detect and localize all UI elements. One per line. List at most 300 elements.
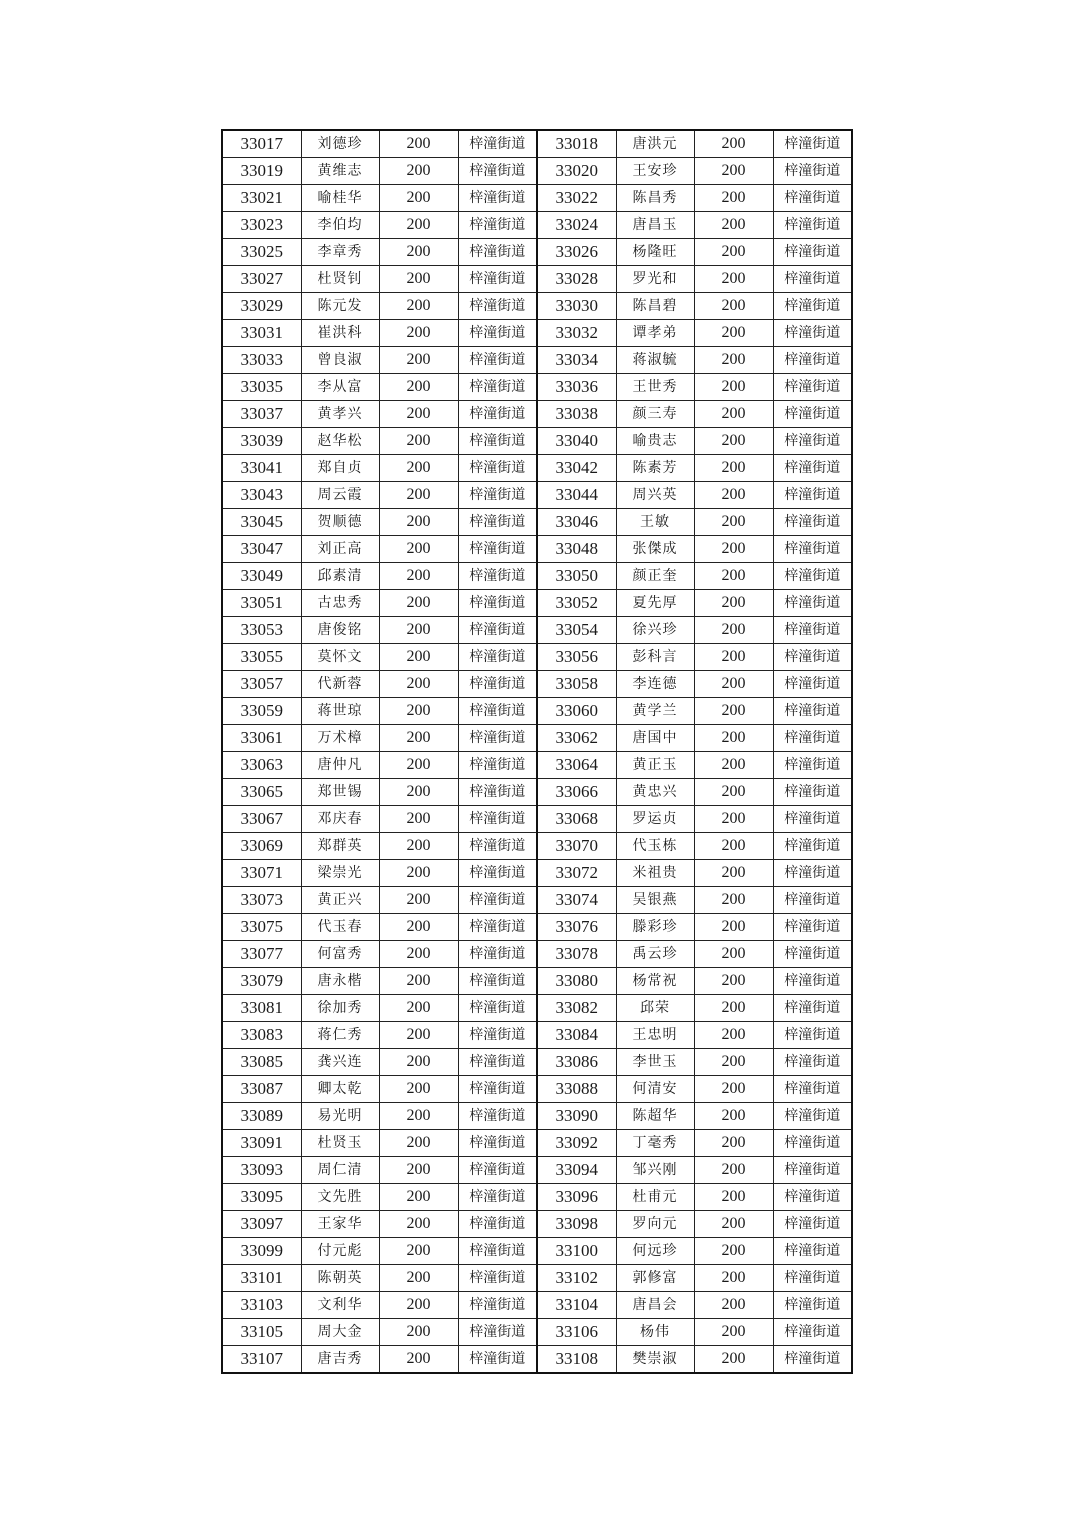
amount-cell: 200: [694, 212, 773, 239]
amount-cell: 200: [694, 779, 773, 806]
record-id-cell: 33094: [537, 1157, 616, 1184]
record-id-cell: 33091: [222, 1130, 301, 1157]
table-row: [222, 644, 852, 671]
person-name-cell: 夏先厚: [616, 590, 694, 617]
person-name-cell: 黄孝兴: [301, 401, 379, 428]
street-office-cell: 梓潼街道: [458, 887, 537, 914]
person-name-cell: 王忠明: [616, 1022, 694, 1049]
person-name-cell: 罗光和: [616, 266, 694, 293]
record-id-cell: 33104: [537, 1292, 616, 1319]
person-name-cell: 杨伟: [616, 1319, 694, 1346]
amount-cell: 200: [379, 239, 458, 266]
street-office-cell: 梓潼街道: [773, 1265, 852, 1292]
street-office-cell: 梓潼街道: [773, 725, 852, 752]
person-name-cell: 唐仲凡: [301, 752, 379, 779]
street-office-cell: 梓潼街道: [458, 536, 537, 563]
table-row: [222, 590, 852, 617]
person-name-cell: 唐昌玉: [616, 212, 694, 239]
street-office-cell: 梓潼街道: [773, 752, 852, 779]
person-name-cell: 樊崇淑: [616, 1346, 694, 1374]
record-id-cell: 33075: [222, 914, 301, 941]
table-row: [222, 509, 852, 536]
table-row: [222, 428, 852, 455]
street-office-cell: 梓潼街道: [773, 482, 852, 509]
amount-cell: 200: [694, 401, 773, 428]
street-office-cell: 梓潼街道: [458, 833, 537, 860]
record-id-cell: 33036: [537, 374, 616, 401]
table-row: [222, 698, 852, 725]
table-row: [222, 1265, 852, 1292]
record-id-cell: 33071: [222, 860, 301, 887]
street-office-cell: 梓潼街道: [458, 914, 537, 941]
person-name-cell: 何清安: [616, 1076, 694, 1103]
amount-cell: 200: [379, 482, 458, 509]
person-name-cell: 蒋淑毓: [616, 347, 694, 374]
street-office-cell: 梓潼街道: [458, 1238, 537, 1265]
street-office-cell: 梓潼街道: [773, 293, 852, 320]
record-id-cell: 33089: [222, 1103, 301, 1130]
amount-cell: 200: [379, 428, 458, 455]
amount-cell: 200: [379, 563, 458, 590]
amount-cell: 200: [379, 1211, 458, 1238]
person-name-cell: 黄正玉: [616, 752, 694, 779]
record-id-cell: 33049: [222, 563, 301, 590]
amount-cell: 200: [694, 1211, 773, 1238]
amount-cell: 200: [379, 1319, 458, 1346]
record-id-cell: 33064: [537, 752, 616, 779]
table-row: [222, 968, 852, 995]
street-office-cell: 梓潼街道: [458, 1022, 537, 1049]
table-row: [222, 1292, 852, 1319]
person-name-cell: 陈素芳: [616, 455, 694, 482]
record-id-cell: 33059: [222, 698, 301, 725]
person-name-cell: 罗运贞: [616, 806, 694, 833]
street-office-cell: 梓潼街道: [773, 806, 852, 833]
street-office-cell: 梓潼街道: [458, 995, 537, 1022]
amount-cell: 200: [694, 1346, 773, 1374]
street-office-cell: 梓潼街道: [773, 320, 852, 347]
street-office-cell: 梓潼街道: [773, 1130, 852, 1157]
person-name-cell: 邱荣: [616, 995, 694, 1022]
subsidy-list-table: [221, 129, 853, 1374]
amount-cell: 200: [694, 887, 773, 914]
table-row: [222, 347, 852, 374]
amount-cell: 200: [694, 239, 773, 266]
person-name-cell: 易光明: [301, 1103, 379, 1130]
record-id-cell: 33039: [222, 428, 301, 455]
amount-cell: 200: [694, 617, 773, 644]
street-office-cell: 梓潼街道: [458, 1346, 537, 1374]
street-office-cell: 梓潼街道: [458, 1076, 537, 1103]
street-office-cell: 梓潼街道: [773, 455, 852, 482]
street-office-cell: 梓潼街道: [458, 860, 537, 887]
street-office-cell: 梓潼街道: [458, 1103, 537, 1130]
person-name-cell: 罗向元: [616, 1211, 694, 1238]
street-office-cell: 梓潼街道: [773, 1103, 852, 1130]
person-name-cell: 代玉栋: [616, 833, 694, 860]
amount-cell: 200: [379, 698, 458, 725]
record-id-cell: 33065: [222, 779, 301, 806]
person-name-cell: 付元彪: [301, 1238, 379, 1265]
amount-cell: 200: [694, 995, 773, 1022]
table-row: [222, 779, 852, 806]
record-id-cell: 33057: [222, 671, 301, 698]
person-name-cell: 米祖贵: [616, 860, 694, 887]
record-id-cell: 33062: [537, 725, 616, 752]
street-office-cell: 梓潼街道: [458, 212, 537, 239]
street-office-cell: 梓潼街道: [458, 428, 537, 455]
street-office-cell: 梓潼街道: [458, 482, 537, 509]
person-name-cell: 代玉春: [301, 914, 379, 941]
table-row: [222, 185, 852, 212]
amount-cell: 200: [379, 968, 458, 995]
street-office-cell: 梓潼街道: [458, 509, 537, 536]
record-id-cell: 33079: [222, 968, 301, 995]
street-office-cell: 梓潼街道: [773, 1157, 852, 1184]
record-id-cell: 33101: [222, 1265, 301, 1292]
table-row: [222, 833, 852, 860]
street-office-cell: 梓潼街道: [773, 1184, 852, 1211]
street-office-cell: 梓潼街道: [773, 266, 852, 293]
record-id-cell: 33082: [537, 995, 616, 1022]
person-name-cell: 周仁清: [301, 1157, 379, 1184]
amount-cell: 200: [379, 1238, 458, 1265]
table-row: [222, 1238, 852, 1265]
record-id-cell: 33102: [537, 1265, 616, 1292]
person-name-cell: 谭孝弟: [616, 320, 694, 347]
amount-cell: 200: [694, 320, 773, 347]
amount-cell: 200: [694, 1022, 773, 1049]
street-office-cell: 梓潼街道: [773, 1292, 852, 1319]
record-id-cell: 33061: [222, 725, 301, 752]
amount-cell: 200: [694, 266, 773, 293]
record-id-cell: 33086: [537, 1049, 616, 1076]
street-office-cell: 梓潼街道: [458, 590, 537, 617]
amount-cell: 200: [379, 185, 458, 212]
table-row: [222, 941, 852, 968]
amount-cell: 200: [694, 590, 773, 617]
record-id-cell: 33067: [222, 806, 301, 833]
street-office-cell: 梓潼街道: [773, 509, 852, 536]
record-id-cell: 33085: [222, 1049, 301, 1076]
record-id-cell: 33046: [537, 509, 616, 536]
person-name-cell: 卿太乾: [301, 1076, 379, 1103]
amount-cell: 200: [694, 293, 773, 320]
record-id-cell: 33093: [222, 1157, 301, 1184]
amount-cell: 200: [694, 536, 773, 563]
street-office-cell: 梓潼街道: [773, 941, 852, 968]
person-name-cell: 李从富: [301, 374, 379, 401]
record-id-cell: 33068: [537, 806, 616, 833]
person-name-cell: 文利华: [301, 1292, 379, 1319]
street-office-cell: 梓潼街道: [458, 347, 537, 374]
table-row: [222, 1076, 852, 1103]
street-office-cell: 梓潼街道: [773, 563, 852, 590]
amount-cell: 200: [694, 941, 773, 968]
person-name-cell: 周云霞: [301, 482, 379, 509]
amount-cell: 200: [379, 347, 458, 374]
record-id-cell: 33042: [537, 455, 616, 482]
street-office-cell: 梓潼街道: [773, 158, 852, 185]
amount-cell: 200: [694, 1292, 773, 1319]
person-name-cell: 王世秀: [616, 374, 694, 401]
amount-cell: 200: [379, 266, 458, 293]
person-name-cell: 徐兴珍: [616, 617, 694, 644]
amount-cell: 200: [694, 1184, 773, 1211]
person-name-cell: 李连德: [616, 671, 694, 698]
record-id-cell: 33087: [222, 1076, 301, 1103]
person-name-cell: 唐昌会: [616, 1292, 694, 1319]
street-office-cell: 梓潼街道: [773, 968, 852, 995]
record-id-cell: 33048: [537, 536, 616, 563]
amount-cell: 200: [694, 1157, 773, 1184]
street-office-cell: 梓潼街道: [458, 1292, 537, 1319]
amount-cell: 200: [694, 1130, 773, 1157]
amount-cell: 200: [379, 1130, 458, 1157]
record-id-cell: 33096: [537, 1184, 616, 1211]
street-office-cell: 梓潼街道: [458, 644, 537, 671]
person-name-cell: 莫怀文: [301, 644, 379, 671]
street-office-cell: 梓潼街道: [458, 725, 537, 752]
record-id-cell: 33047: [222, 536, 301, 563]
record-id-cell: 33080: [537, 968, 616, 995]
record-id-cell: 33053: [222, 617, 301, 644]
record-id-cell: 33098: [537, 1211, 616, 1238]
record-id-cell: 33055: [222, 644, 301, 671]
amount-cell: 200: [694, 347, 773, 374]
amount-cell: 200: [694, 698, 773, 725]
street-office-cell: 梓潼街道: [773, 374, 852, 401]
person-name-cell: 徐加秀: [301, 995, 379, 1022]
person-name-cell: 陈昌碧: [616, 293, 694, 320]
person-name-cell: 王家华: [301, 1211, 379, 1238]
street-office-cell: 梓潼街道: [458, 1130, 537, 1157]
person-name-cell: 颜正奎: [616, 563, 694, 590]
record-id-cell: 33027: [222, 266, 301, 293]
amount-cell: 200: [694, 1238, 773, 1265]
amount-cell: 200: [694, 968, 773, 995]
person-name-cell: 刘德珍: [301, 130, 379, 158]
street-office-cell: 梓潼街道: [458, 779, 537, 806]
street-office-cell: 梓潼街道: [458, 617, 537, 644]
street-office-cell: 梓潼街道: [458, 266, 537, 293]
street-office-cell: 梓潼街道: [773, 130, 852, 158]
table-row: [222, 1049, 852, 1076]
street-office-cell: 梓潼街道: [458, 1319, 537, 1346]
amount-cell: 200: [694, 1076, 773, 1103]
amount-cell: 200: [379, 1076, 458, 1103]
person-name-cell: 郭修富: [616, 1265, 694, 1292]
record-id-cell: 33070: [537, 833, 616, 860]
street-office-cell: 梓潼街道: [773, 212, 852, 239]
record-id-cell: 33021: [222, 185, 301, 212]
street-office-cell: 梓潼街道: [458, 239, 537, 266]
record-id-cell: 33076: [537, 914, 616, 941]
person-name-cell: 周大金: [301, 1319, 379, 1346]
person-name-cell: 杨隆旺: [616, 239, 694, 266]
table-body: [222, 130, 852, 1373]
street-office-cell: 梓潼街道: [773, 1049, 852, 1076]
street-office-cell: 梓潼街道: [773, 698, 852, 725]
person-name-cell: 何富秀: [301, 941, 379, 968]
record-id-cell: 33103: [222, 1292, 301, 1319]
table-row: [222, 860, 852, 887]
street-office-cell: 梓潼街道: [458, 1265, 537, 1292]
record-id-cell: 33044: [537, 482, 616, 509]
street-office-cell: 梓潼街道: [458, 401, 537, 428]
amount-cell: 200: [694, 671, 773, 698]
table-row: [222, 1184, 852, 1211]
person-name-cell: 王安珍: [616, 158, 694, 185]
record-id-cell: 33083: [222, 1022, 301, 1049]
table-row: [222, 1346, 852, 1374]
record-id-cell: 33099: [222, 1238, 301, 1265]
record-id-cell: 33084: [537, 1022, 616, 1049]
amount-cell: 200: [694, 455, 773, 482]
person-name-cell: 龚兴连: [301, 1049, 379, 1076]
street-office-cell: 梓潼街道: [773, 401, 852, 428]
street-office-cell: 梓潼街道: [773, 671, 852, 698]
person-name-cell: 唐吉秀: [301, 1346, 379, 1374]
record-id-cell: 33066: [537, 779, 616, 806]
table-row: [222, 752, 852, 779]
record-id-cell: 33035: [222, 374, 301, 401]
person-name-cell: 唐洪元: [616, 130, 694, 158]
street-office-cell: 梓潼街道: [458, 671, 537, 698]
amount-cell: 200: [379, 1346, 458, 1374]
amount-cell: 200: [379, 644, 458, 671]
person-name-cell: 杜甫元: [616, 1184, 694, 1211]
amount-cell: 200: [694, 644, 773, 671]
street-office-cell: 梓潼街道: [458, 752, 537, 779]
amount-cell: 200: [694, 833, 773, 860]
table-row: [222, 1211, 852, 1238]
person-name-cell: 唐永楷: [301, 968, 379, 995]
amount-cell: 200: [379, 401, 458, 428]
record-id-cell: 33078: [537, 941, 616, 968]
person-name-cell: 王敏: [616, 509, 694, 536]
person-name-cell: 黄维志: [301, 158, 379, 185]
record-id-cell: 33106: [537, 1319, 616, 1346]
person-name-cell: 彭科言: [616, 644, 694, 671]
table-row: [222, 1130, 852, 1157]
record-id-cell: 33108: [537, 1346, 616, 1374]
person-name-cell: 陈朝英: [301, 1265, 379, 1292]
table-row: [222, 455, 852, 482]
amount-cell: 200: [379, 1049, 458, 1076]
table-row: [222, 617, 852, 644]
table-row: [222, 239, 852, 266]
person-name-cell: 吴银燕: [616, 887, 694, 914]
person-name-cell: 丁毫秀: [616, 1130, 694, 1157]
person-name-cell: 李伯均: [301, 212, 379, 239]
amount-cell: 200: [694, 1319, 773, 1346]
record-id-cell: 33041: [222, 455, 301, 482]
record-id-cell: 33107: [222, 1346, 301, 1374]
amount-cell: 200: [694, 1265, 773, 1292]
person-name-cell: 滕彩珍: [616, 914, 694, 941]
amount-cell: 200: [694, 806, 773, 833]
amount-cell: 200: [379, 320, 458, 347]
amount-cell: 200: [694, 482, 773, 509]
table-row: [222, 887, 852, 914]
record-id-cell: 33095: [222, 1184, 301, 1211]
amount-cell: 200: [379, 1022, 458, 1049]
street-office-cell: 梓潼街道: [458, 374, 537, 401]
record-id-cell: 33051: [222, 590, 301, 617]
street-office-cell: 梓潼街道: [773, 644, 852, 671]
record-id-cell: 33100: [537, 1238, 616, 1265]
table-row: [222, 212, 852, 239]
amount-cell: 200: [379, 941, 458, 968]
street-office-cell: 梓潼街道: [458, 1211, 537, 1238]
street-office-cell: 梓潼街道: [773, 1238, 852, 1265]
record-id-cell: 33074: [537, 887, 616, 914]
amount-cell: 200: [379, 130, 458, 158]
person-name-cell: 唐国中: [616, 725, 694, 752]
person-name-cell: 赵华松: [301, 428, 379, 455]
table-row: [222, 401, 852, 428]
person-name-cell: 杜贤玉: [301, 1130, 379, 1157]
record-id-cell: 33081: [222, 995, 301, 1022]
record-id-cell: 33032: [537, 320, 616, 347]
street-office-cell: 梓潼街道: [773, 185, 852, 212]
record-id-cell: 33045: [222, 509, 301, 536]
record-id-cell: 33069: [222, 833, 301, 860]
street-office-cell: 梓潼街道: [458, 941, 537, 968]
person-name-cell: 杨常祝: [616, 968, 694, 995]
record-id-cell: 33060: [537, 698, 616, 725]
amount-cell: 200: [379, 536, 458, 563]
person-name-cell: 何远珍: [616, 1238, 694, 1265]
person-name-cell: 黄忠兴: [616, 779, 694, 806]
street-office-cell: 梓潼街道: [773, 779, 852, 806]
amount-cell: 200: [694, 158, 773, 185]
street-office-cell: 梓潼街道: [458, 1049, 537, 1076]
person-name-cell: 黄学兰: [616, 698, 694, 725]
record-id-cell: 33073: [222, 887, 301, 914]
record-id-cell: 33034: [537, 347, 616, 374]
record-id-cell: 33030: [537, 293, 616, 320]
person-name-cell: 刘正高: [301, 536, 379, 563]
person-name-cell: 万术樟: [301, 725, 379, 752]
street-office-cell: 梓潼街道: [773, 536, 852, 563]
amount-cell: 200: [694, 1103, 773, 1130]
street-office-cell: 梓潼街道: [773, 1211, 852, 1238]
amount-cell: 200: [379, 293, 458, 320]
table-row: [222, 266, 852, 293]
street-office-cell: 梓潼街道: [773, 239, 852, 266]
street-office-cell: 梓潼街道: [773, 590, 852, 617]
person-name-cell: 郑群英: [301, 833, 379, 860]
person-name-cell: 李章秀: [301, 239, 379, 266]
record-id-cell: 33017: [222, 130, 301, 158]
street-office-cell: 梓潼街道: [773, 347, 852, 374]
person-name-cell: 邓庆春: [301, 806, 379, 833]
record-id-cell: 33026: [537, 239, 616, 266]
amount-cell: 200: [379, 1292, 458, 1319]
table-row: [222, 293, 852, 320]
record-id-cell: 33077: [222, 941, 301, 968]
street-office-cell: 梓潼街道: [458, 1184, 537, 1211]
record-id-cell: 33072: [537, 860, 616, 887]
amount-cell: 200: [694, 509, 773, 536]
street-office-cell: 梓潼街道: [458, 806, 537, 833]
record-id-cell: 33050: [537, 563, 616, 590]
person-name-cell: 颜三寿: [616, 401, 694, 428]
amount-cell: 200: [694, 130, 773, 158]
record-id-cell: 33040: [537, 428, 616, 455]
